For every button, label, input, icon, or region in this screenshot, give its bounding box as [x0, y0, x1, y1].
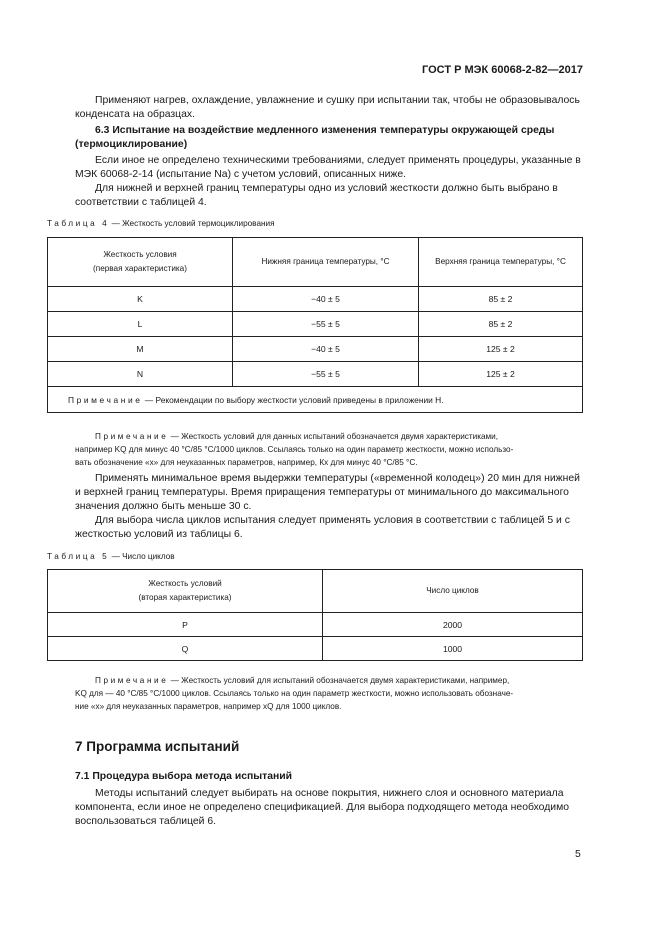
table4-header-row	[48, 238, 583, 287]
table4-note-row	[48, 387, 583, 413]
table5-header-cycles: Число циклов	[323, 570, 583, 613]
table-row	[48, 613, 583, 637]
table4-header-high: Верхняя граница температуры, °С	[419, 238, 583, 287]
table4-note: Примечание — Рекомендации по выбору жесткости условий приведены в приложении Н.	[48, 387, 583, 413]
section-7-heading: 7 Программа испытаний	[75, 739, 240, 754]
table-row	[48, 287, 583, 312]
table4-header-low: Нижняя граница температуры, °С	[233, 238, 419, 287]
table-row	[48, 362, 583, 387]
table-cell: 85 ± 2	[419, 312, 583, 337]
table-row	[48, 637, 583, 661]
table-cell: M	[48, 337, 233, 362]
table-cell: P	[48, 613, 323, 637]
table5-caption: Таблица 5 — Число циклов	[47, 552, 175, 561]
table-cell: −55 ± 5	[233, 362, 419, 387]
table-cell: Q	[48, 637, 323, 661]
table5-header-severity: Жесткость условий (вторая характеристика)	[48, 570, 323, 613]
table-cell: 85 ± 2	[419, 287, 583, 312]
table-cell: 1000	[323, 637, 583, 661]
paragraph-dwell-time: Применять минимальное время выдержки температуры («временной колодец») 20 мин для нижней и верхней границ температуры. Время приращения температуры от минимального до максимального значения должно быть меньше 30 с.	[75, 473, 580, 512]
page-header: ГОСТ Р МЭК 60068-2-82—2017	[422, 64, 583, 76]
table-cell: 125 ± 2	[419, 337, 583, 362]
table-row	[48, 337, 583, 362]
table-cell: −40 ± 5	[233, 337, 419, 362]
section-6-3-heading: 6.3 Испытание на воздействие медленного изменения температуры окружающей среды (термоциклирование)	[75, 125, 555, 150]
paragraph-cycle-count: Для выбора числа циклов испытания следует применять условия в соответствии с таблицей 5 и с жесткостью условий из таблицы 6.	[75, 515, 570, 540]
table5-header-row	[48, 570, 583, 613]
table-cell: 125 ± 2	[419, 362, 583, 387]
table-cell: N	[48, 362, 233, 387]
table-cell: L	[48, 312, 233, 337]
table-cell: 2000	[323, 613, 583, 637]
table-5	[47, 569, 583, 661]
table-cell: K	[48, 287, 233, 312]
table-cell: −55 ± 5	[233, 312, 419, 337]
paragraph-procedures: Если иное не определено техническими требованиями, следует применять процедуры, указанные в МЭК 60068-2-14 (испытание Na) с учетом условий, описанных ниже.	[75, 155, 581, 180]
table-4	[47, 237, 583, 413]
paragraph-method-selection: Методы испытаний следует выбирать на основе покрытия, нижнего слоя и основного материала компонента, если иное не определено спецификацией. Для выбора подходящего метода необходимо воспользоваться таблицей 6.	[75, 788, 569, 827]
paragraph-condensation: Применяют нагрев, охлаждение, увлажнение и сушку при испытании так, чтобы не образовывалось конденсата на образцах.	[75, 95, 580, 120]
page-number: 5	[575, 849, 581, 860]
paragraph-severity-choice: Для нижней и верхней границ температуры одно из условий жесткости должно быть выбрано в соответствии с таблицей 4.	[75, 183, 558, 208]
table4-caption: Таблица 4 — Жесткость условий термоциклирования	[47, 219, 275, 228]
table-cell: −40 ± 5	[233, 287, 419, 312]
table-row	[48, 312, 583, 337]
section-7-1-heading: 7.1 Процедура выбора метода испытаний	[75, 771, 293, 782]
table4-header-severity: Жесткость условия (первая характеристика)	[48, 238, 233, 287]
note-severity-designation: Примечание — Жесткость условий для данных испытаний обозначается двумя характеристиками, например KQ для минус 40 °С/85 °С/1000 циклов. Ссылаясь только на один параметр жесткости, можно использо- вать обозначение «х» для неуказанных параметров, например, Кх для минус 40 °С/85 °С.	[75, 432, 514, 467]
note-cycle-designation: Примечание — Жесткость условий для испытаний обозначается двумя характеристиками, например, KQ для — 40 °С/85 °С/1000 циклов. Ссылаясь только на один параметр жесткости, можно использовать обозначе- ние «х» для неуказанных параметров, например xQ для 1000 циклов.	[75, 676, 514, 711]
